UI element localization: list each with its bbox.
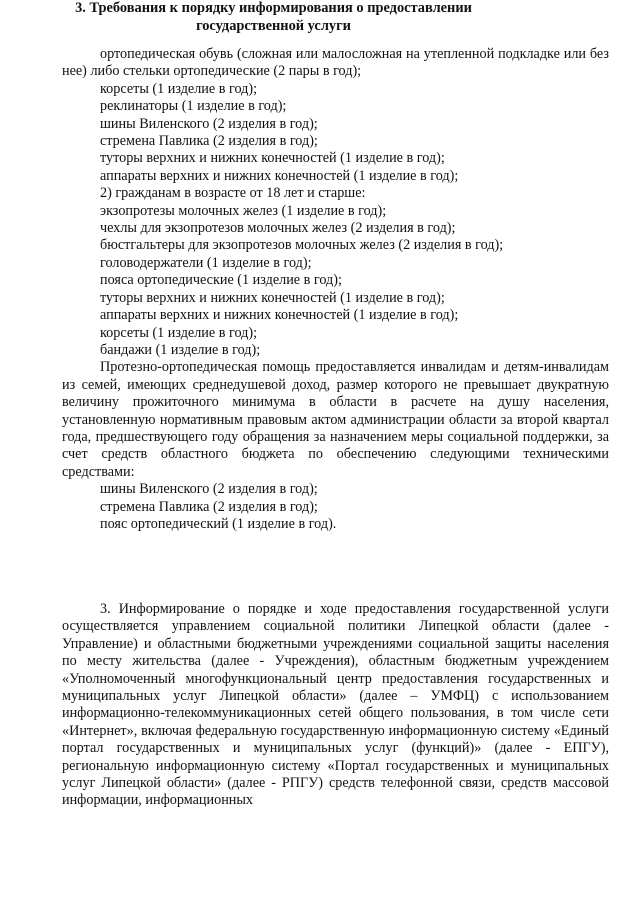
list-item: туторы верхних и нижних конечностей (1 изделие в год); <box>100 150 445 167</box>
list-item: бандажи (1 изделие в год); <box>100 341 261 358</box>
list-item: ортопедическая обувь (сложная или малосложная на утепленной подкладке или без нее) либо стельки ортопедические (2 пары в год); <box>62 46 609 80</box>
section-paragraph: 3. Информирование о порядке и ходе предоставления государственной услуги осуществляется управлением социальной политики Липецкой области (далее - Управление) и областными бюджетными учреждениями социальной защиты населения по месту жительства (далее - Учреждения), областным бюджетным учреждением «Уполномоченный многофункциональный центр предоставления государственных и муниципальных услуг Липецкой области» (далее – УМФЦ) с использованием информационно-телекоммуникационных сетей общего пользования, в том числе сети «Интернет», включая федеральную государственную информационную систему «Единый портал государственных и муниципальных услуг (функций)» (далее - ЕПГУ), региональную информационную систему «Портал государственных и муниципальных услуг Липецкой области» (далее - РПГУ) средств телефонной связи, средств массовой информации, информационных <box>62 601 609 809</box>
section-body <box>62 601 609 810</box>
section-heading-line2: государственной услуги <box>196 17 351 34</box>
list-item: чехлы для экзопротезов молочных желез (2 изделия в год); <box>100 220 456 237</box>
list-item: шины Виленского (2 изделия в год); <box>100 115 318 132</box>
list-item: аппараты верхних и нижних конечностей (1 изделие в год); <box>100 167 459 184</box>
list-item: бюстгальтеры для экзопротезов молочных желез (2 изделия в год); <box>100 237 504 254</box>
list-item: стремена Павлика (2 изделия в год); <box>100 133 318 150</box>
list-item: аппараты верхних и нижних конечностей (1 изделие в год); <box>100 307 459 324</box>
list-item: пояса ортопедические (1 изделие в год); <box>100 272 342 289</box>
list-subheading: 2) гражданам в возрасте от 18 лет и старше: <box>100 185 366 202</box>
list-item: пояс ортопедический (1 изделие в год). <box>100 515 337 532</box>
list-continuation <box>62 46 609 533</box>
section-heading <box>0 0 547 35</box>
list-item: корсеты (1 изделие в год); <box>100 80 258 97</box>
list-item: шины Виленского (2 изделия в год); <box>100 481 318 498</box>
list-item: стремена Павлика (2 изделия в год); <box>100 498 318 515</box>
list-item: корсеты (1 изделие в год); <box>100 324 258 341</box>
prosthetic-paragraph: Протезно-ортопедическая помощь предоставляется инвалидам и детям-инвалидам из семей, имеющих среднедушевой доход, размер которого не превышает двукратную величину прожиточного минимума в области в расчете на душу населения, установленную нормативным правовым актом администрации области за второй квартал года, предшествующего году обращения за назначением меры социальной поддержки, за счет средств областного бюджета по обеспечению следующими техническими средствами: <box>62 359 609 480</box>
list-item: туторы верхних и нижних конечностей (1 изделие в год); <box>100 289 445 306</box>
list-item: реклинаторы (1 изделие в год); <box>100 98 287 115</box>
list-item: головодержатели (1 изделие в год); <box>100 254 312 271</box>
list-item: экзопротезы молочных желез (1 изделие в год); <box>100 202 387 219</box>
section-heading-line1: 3. Требования к порядку информирования о предоставлении <box>75 0 472 16</box>
